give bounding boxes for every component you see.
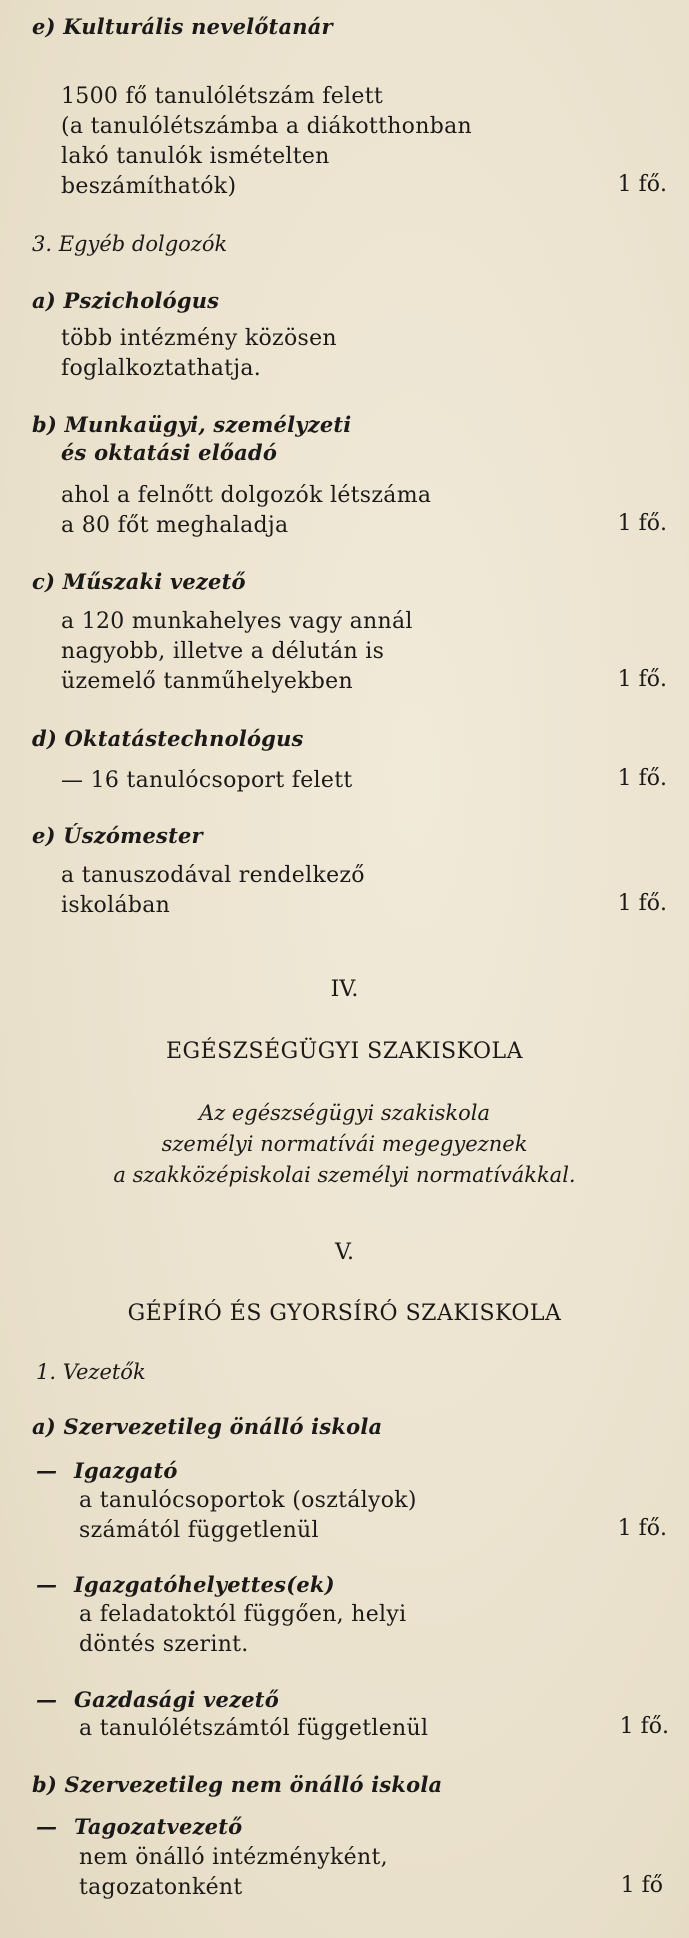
tagozatvezeto-title: Tagozatvezető [74,1814,243,1839]
text-line: lakó tanulók ismételten [61,144,330,169]
amount: 1 fő. [617,667,667,692]
text-line: döntés szerint. [79,1632,249,1657]
gazdasagi-amount-row [0,1714,689,1744]
text-line: ahol a felnőtt dolgozók létszáma [61,483,432,508]
note-line: Az egészségügyi szakiskola [198,1101,491,1125]
dash: — [36,1458,58,1483]
text-line: nagyobb, illetve a délután is [61,639,385,664]
text-line: a tanulólétszámtól függetlenül [79,1716,429,1741]
munkaugyi-heading-1: b) Munkaügyi, személyzeti [32,412,352,437]
section-v-title: GÉPÍRÓ ÉS GYORSÍRÓ SZAKISKOLA [127,1301,562,1326]
onallo-iskola-heading: a) Szervezetileg önálló iskola [32,1414,383,1439]
igazgato-amount-row [0,1516,689,1546]
pszichologus-body [0,324,689,384]
amount: 1 fő. [617,766,667,791]
helyettes-heading [0,1572,689,1597]
igazgato-title: Igazgató [74,1458,178,1483]
uszomester-heading: e) Úszómester [32,823,203,848]
kulturalis-heading: e) Kulturális nevelőtanár [32,14,333,39]
igazgato-heading [0,1458,689,1483]
section-iv-number: IV. [330,977,359,1002]
helyettes-body [0,1600,689,1660]
text-line: számától függetlenül [79,1518,319,1543]
vezetok-heading: 1. Vezetők [36,1360,146,1384]
dash: — [36,1572,58,1597]
text-line: tagozatonként [79,1875,243,1900]
muszaki-heading: c) Műszaki vezető [32,569,246,594]
text-line: nem önálló intézményként, [79,1845,388,1870]
note-line: személyi normatívái megegyeznek [161,1132,528,1156]
amount: 1 fő. [617,511,667,536]
gazdasagi-title: Gazdasági vezető [74,1687,279,1712]
text-line: üzemelő tanműhelyekben [61,669,353,694]
amount: 1 fő. [617,172,667,197]
oktatastechnologus-amount-row [0,766,689,796]
gazdasagi-heading [0,1687,689,1712]
section-iv-title: EGÉSZSÉGÜGYI SZAKISKOLA [165,1039,523,1064]
text-line: (a tanulólétszámba a diákotthonban [61,114,472,139]
pszichologus-heading: a) Pszichológus [32,288,220,313]
dash: — [36,1814,58,1839]
tagozatvezeto-heading [0,1814,689,1839]
text-line: foglalkoztathatja. [61,356,262,381]
egyeb-heading: 3. Egyéb dolgozók [32,232,228,256]
text-line: a 80 főt meghaladja [61,513,289,538]
text-line: több intézmény közösen [61,326,337,351]
dash: — [36,1687,58,1712]
munkaugyi-amount-row [0,511,689,541]
tagozatvezeto-amount-row [0,1873,689,1903]
text-line: a 120 munkahelyes vagy annál [61,609,413,634]
amount: 1 fő. [617,1516,667,1541]
text-line: — 16 tanulócsoport felett [61,768,353,793]
text-line: iskolában [61,893,171,918]
amount: 1 fő [620,1873,663,1898]
note-line: a szakközépiskolai személyi normatívákkal. [113,1163,576,1187]
munkaugyi-heading-2: és oktatási előadó [61,440,278,465]
text-line: beszámíthatók) [61,174,237,199]
text-line: a tanulócsoportok (osztályok) [79,1488,417,1513]
section-iv-note [0,1098,689,1191]
section-v-number: V. [334,1240,355,1265]
muszaki-amount-row [0,667,689,697]
amount: 1 fő. [617,891,667,916]
uszomester-amount-row [0,891,689,921]
helyettes-title: Igazgatóhelyettes(ek) [74,1572,335,1597]
nem-onallo-heading: b) Szervezetileg nem önálló iskola [32,1772,443,1797]
kulturalis-amount-row [0,172,689,202]
oktatastechnologus-heading: d) Oktatástechnológus [32,726,304,751]
text-line: a tanuszodával rendelkező [61,863,365,888]
text-line: 1500 fő tanulólétszám felett [61,84,383,109]
text-line: a feladatoktól függően, helyi [79,1602,407,1627]
amount: 1 fő. [619,1714,669,1739]
